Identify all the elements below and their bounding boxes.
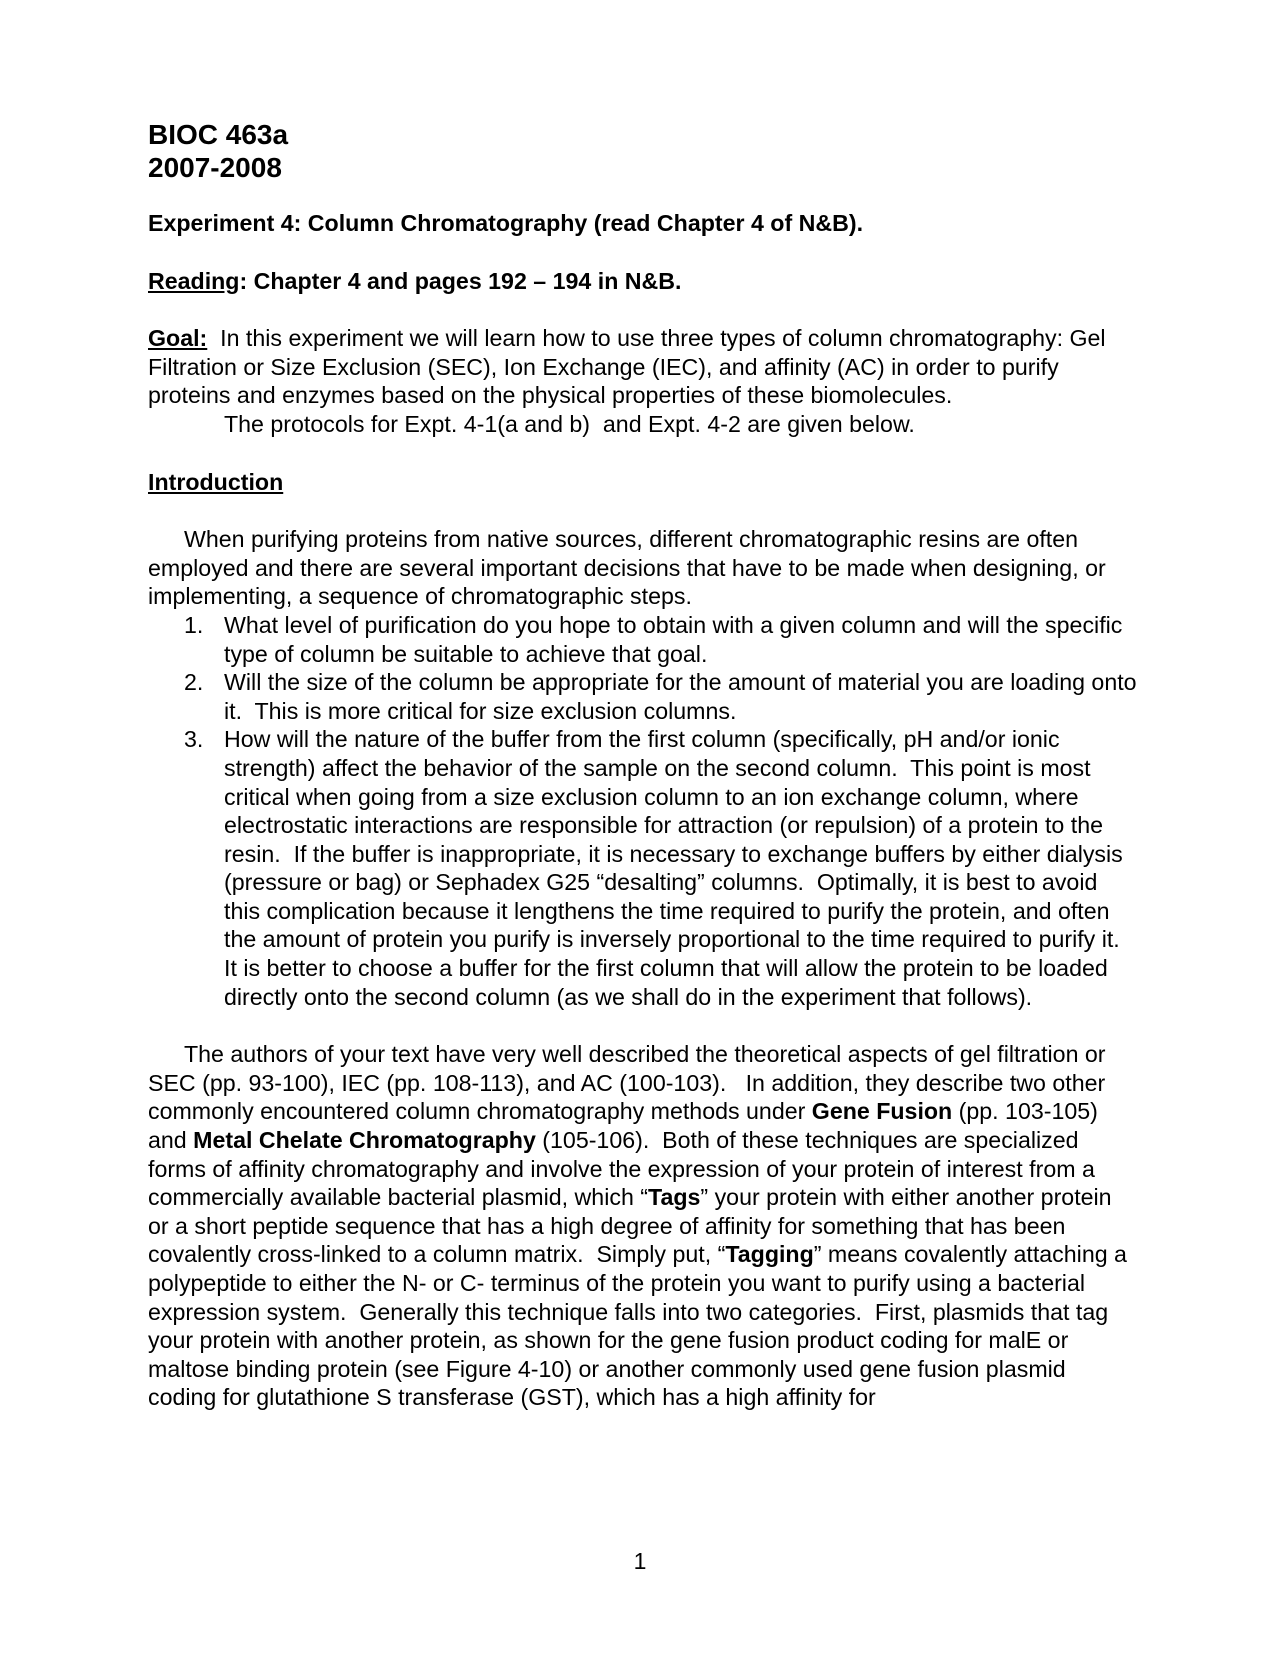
authors-text-5: ” means covalently attaching a polypeptide to either the N- or C- terminus of the protein you want to purify using a bacterial expression system. Generally this technique falls into two categories. First, plasmids that tag your protein with another protein, as shown for the gene fusion product coding for malE or maltose binding protein (see Figure 4-10) or another commonly used gene fusion plasmid coding for glutathione S transferase (GST), which has a high affinity for bbox=[148, 1241, 1134, 1411]
introduction-paragraph: When purifying proteins from native sources, different chromatographic resins are often employed and there are several important decisions that have to be made when designing, or implementing, a sequence of chromatographic steps. bbox=[148, 526, 1106, 610]
course-title bbox=[148, 118, 1138, 184]
authors-text-4: ” your protein with either another protein or a short peptide sequence that has a high degree of affinity for something that has been covalently cross-linked to a column matrix. Simply put, “ bbox=[148, 1184, 1119, 1268]
reading-line bbox=[148, 267, 1138, 296]
goal-section bbox=[148, 324, 1138, 438]
authors-text-2: (pp. 103-105) and bbox=[148, 1098, 1105, 1154]
introduction-heading: Introduction bbox=[148, 468, 284, 495]
list-item bbox=[148, 611, 1138, 668]
protocols-line: The protocols for Expt. 4-1(a and b) and Expt. 4-2 are given below. bbox=[224, 410, 915, 437]
list-item bbox=[148, 668, 1144, 725]
reading-label: Reading bbox=[148, 267, 240, 294]
list-item-text: Will the size of the column be appropriate for the amount of material you are loading onto it. This is more critical for size exclusion columns. bbox=[224, 669, 1144, 724]
list-item bbox=[148, 725, 1138, 1011]
list-item-text: How will the nature of the buffer from the first column (specifically, pH and/or ionic strength) affect the behavior of the sample on the second column. This point is most critical when going from a size exclusion column to an ion exchange column, where electrostatic interactions are responsible for attraction (or repulsion) of a protein to the resin. If the buffer is inappropriate, it is necessary to exchange buffers by either dialysis (pressure or bag) or Sephadex G25 “desalting” columns. Optimally, it is best to avoid this complication because it lengthens the time required to purify the protein, and often the amount of protein you purify is inversely proportional to the time required to purify it. It is better to choose a buffer for the first column that will allow the protein to be loaded directly onto the second column (as we shall do in the experiment that follows). bbox=[224, 726, 1133, 1010]
decision-questions-list bbox=[148, 611, 1144, 1011]
gene-fusion-term: Gene Fusion bbox=[811, 1098, 953, 1125]
goal-label: Goal: bbox=[148, 325, 208, 352]
list-item-number: 1. bbox=[184, 611, 204, 638]
metal-chelate-term: Metal Chelate Chromatography bbox=[193, 1127, 536, 1154]
page-number: 1 bbox=[633, 1548, 647, 1574]
list-item-number: 2. bbox=[184, 669, 204, 696]
tags-term: Tags bbox=[648, 1184, 701, 1211]
goal-text: In this experiment we will learn how to use three types of column chromatography: Gel Filtration or Size Exclusion (SEC), Ion Exchange (IEC), and affinity (AC) in order to purify proteins and enzymes based on the physical properties of these biomolecules. bbox=[148, 325, 1113, 409]
authors-text-3: (105-106). Both of these techniques are specialized forms of affinity chromatography and involve the expression of your protein of interest from a commercially available bacterial plasmid, which “ bbox=[148, 1127, 1102, 1211]
tagging-term: Tagging bbox=[725, 1241, 814, 1268]
authors-text-1: The authors of your text have very well described the theoretical aspects of gel filtration or SEC (pp. 93-100), IEC (pp. 108-113), and AC (100-103). In addition, they describe two other commonly encountered column chromatography methods under bbox=[148, 1041, 1112, 1125]
list-item-text: What level of purification do you hope to obtain with a given column and will the specific type of column be suitable to achieve that goal. bbox=[224, 611, 1123, 667]
list-item-number: 3. bbox=[184, 726, 204, 753]
course-name: BIOC 463a bbox=[148, 119, 289, 150]
reading-text: : Chapter 4 and pages 192 – 194 in N&B. bbox=[239, 267, 682, 294]
authors-paragraph bbox=[148, 1040, 1138, 1412]
document-page bbox=[148, 118, 1144, 1412]
experiment-title: Experiment 4: Column Chromatography (read Chapter 4 of N&B). bbox=[148, 210, 864, 236]
course-year: 2007-2008 bbox=[148, 152, 282, 183]
